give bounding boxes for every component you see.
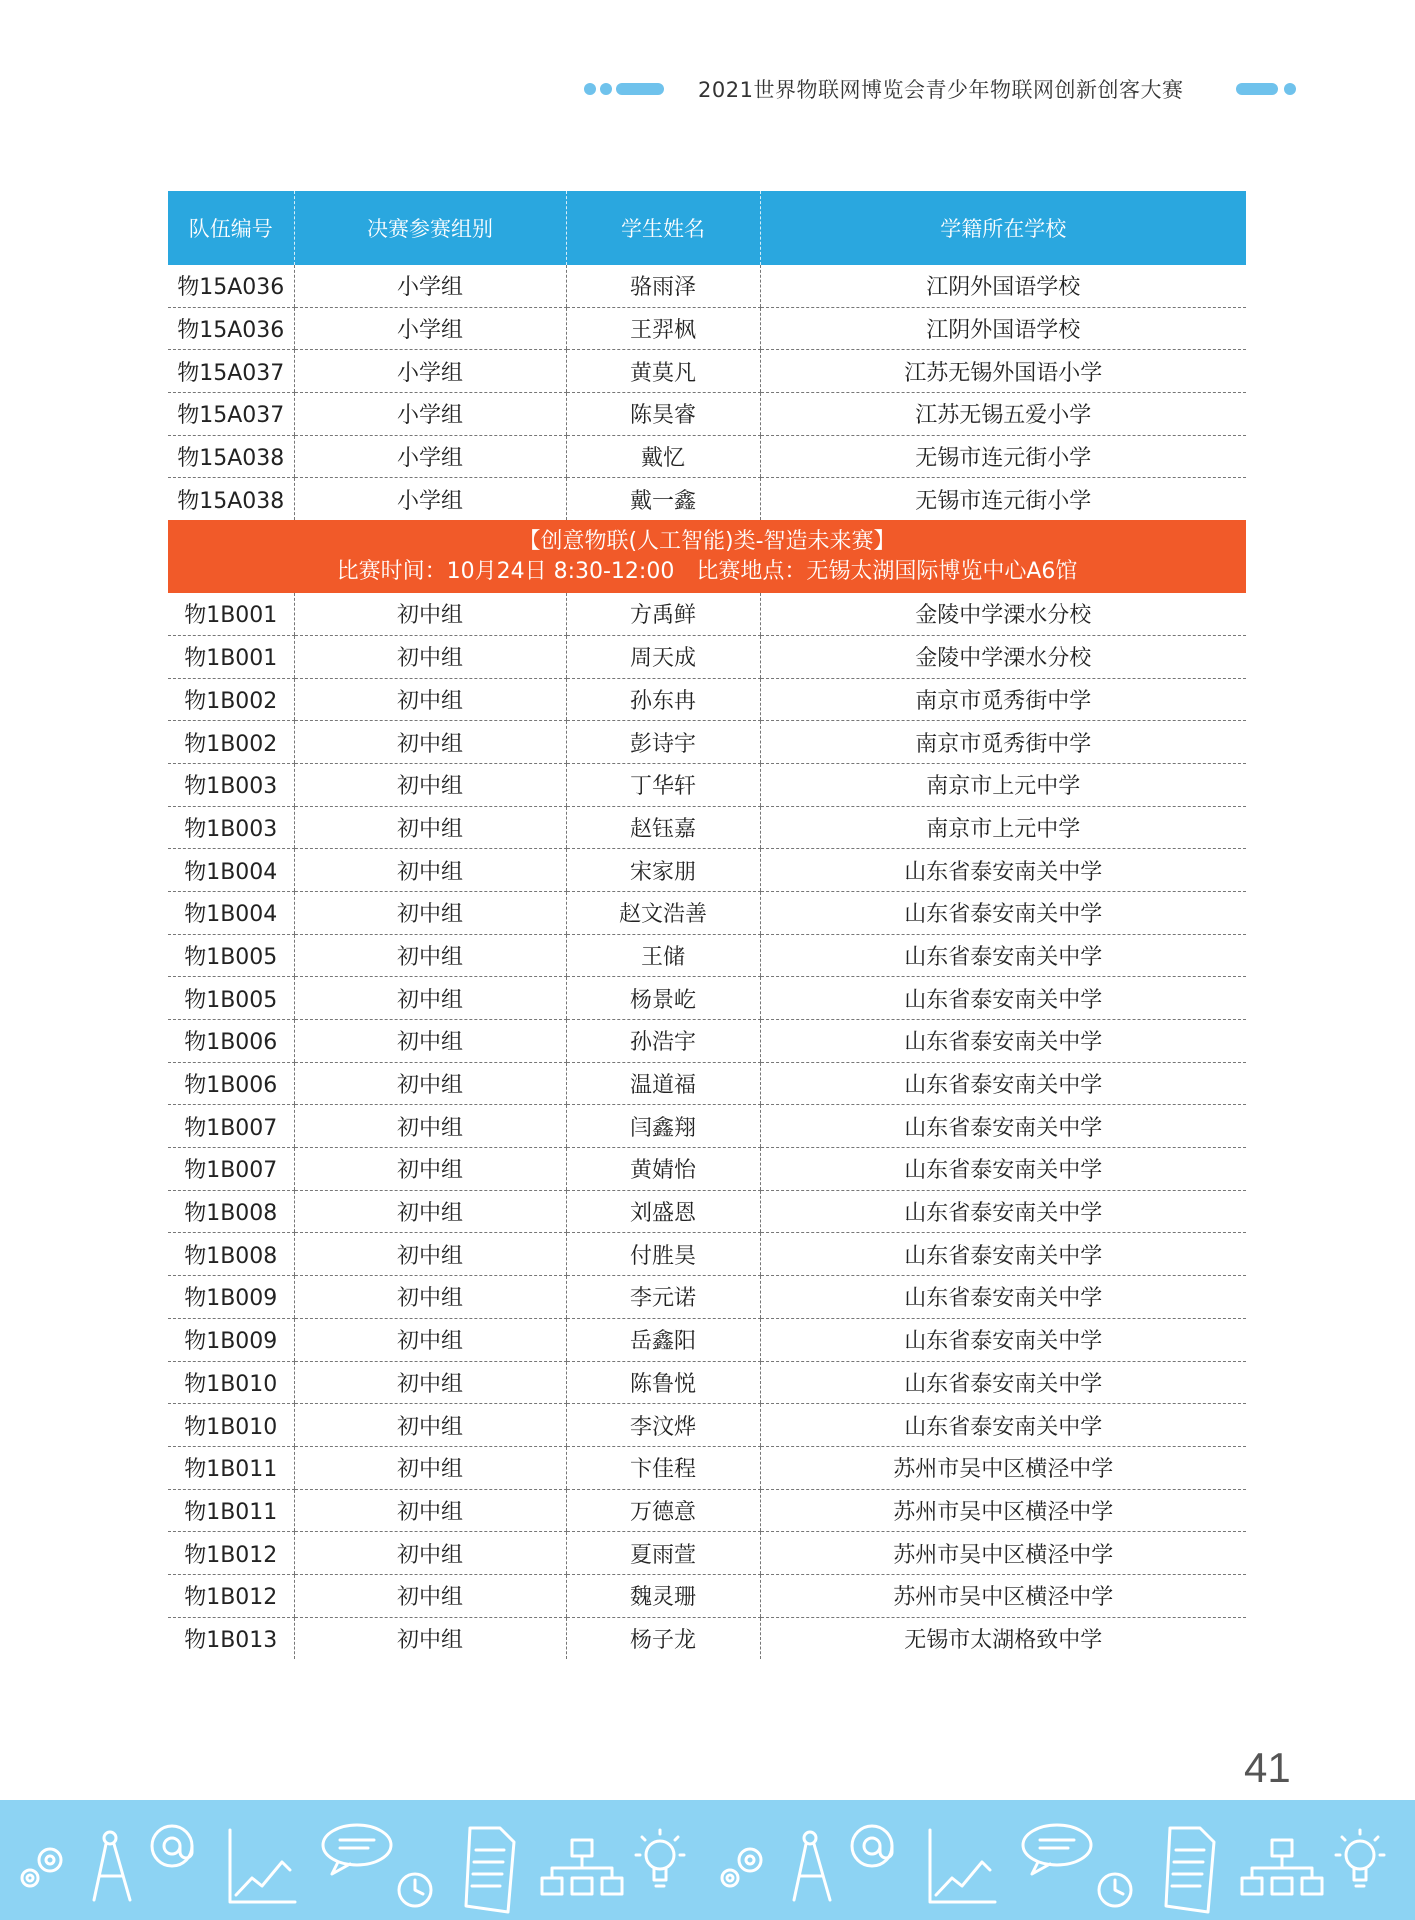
table-row (168, 307, 1246, 350)
header-decoration-right (1236, 83, 1296, 95)
table-row (168, 1532, 1246, 1575)
cell-group: 初中组 (294, 1105, 566, 1148)
cell-school: 无锡市连元街小学 (760, 478, 1246, 520)
cell-student-name: 魏灵珊 (566, 1574, 760, 1617)
table-row (168, 1233, 1246, 1276)
cell-school: 山东省泰安南关中学 (760, 1276, 1246, 1319)
cell-team-id: 物1B011 (168, 1446, 294, 1489)
cell-student-name: 杨子龙 (566, 1617, 760, 1659)
cell-group: 初中组 (294, 891, 566, 934)
cell-school: 山东省泰安南关中学 (760, 1105, 1246, 1148)
cell-student-name: 孙东冉 (566, 678, 760, 721)
cell-school: 山东省泰安南关中学 (760, 891, 1246, 934)
speech-bubble-icon (323, 1825, 391, 1874)
cell-team-id: 物1B001 (168, 635, 294, 678)
cell-group: 初中组 (294, 934, 566, 977)
cell-group: 初中组 (294, 1361, 566, 1404)
cell-student-name: 赵文浩善 (566, 891, 760, 934)
cell-student-name: 夏雨萱 (566, 1532, 760, 1575)
cell-team-id: 物1B006 (168, 1020, 294, 1063)
table-row (168, 721, 1246, 764)
column-header-group: 决赛参赛组别 (294, 191, 566, 265)
cell-school: 山东省泰安南关中学 (760, 849, 1246, 892)
cell-school: 苏州市吴中区横泾中学 (760, 1489, 1246, 1532)
cell-team-id: 物1B013 (184, 1627, 278, 1653)
cell-student-name: 万德意 (566, 1489, 760, 1532)
footer-banner (0, 1800, 1415, 1920)
cell-group: 初中组 (294, 721, 566, 764)
table-row (168, 891, 1246, 934)
table-row (168, 1105, 1246, 1148)
cell-team-id: 物1B007 (168, 1105, 294, 1148)
cell-student-name: 王羿枫 (566, 307, 760, 350)
cell-group: 初中组 (294, 1489, 566, 1532)
cell-team-id: 物1B010 (168, 1404, 294, 1447)
cell-student-name: 王储 (566, 934, 760, 977)
cell-school: 南京市上元中学 (760, 763, 1246, 806)
cell-group: 小学组 (294, 307, 566, 350)
cell-school: 江苏无锡外国语小学 (760, 350, 1246, 393)
cell-student-name: 丁华轩 (566, 763, 760, 806)
cell-school: 山东省泰安南关中学 (760, 934, 1246, 977)
section-banner (168, 520, 1246, 593)
table-row (168, 350, 1246, 393)
cell-school: 南京市觅秀街中学 (760, 678, 1246, 721)
cell-group: 初中组 (294, 763, 566, 806)
table-row (168, 1489, 1246, 1532)
document-icon (466, 1828, 514, 1912)
cell-student-name: 孙浩宇 (566, 1020, 760, 1063)
cell-student-name: 方禹鲜 (566, 593, 760, 635)
cell-team-id: 物1B008 (168, 1190, 294, 1233)
cell-team-id: 物1B007 (168, 1148, 294, 1191)
cell-school: 山东省泰安南关中学 (760, 1318, 1246, 1361)
line-chart-icon (230, 1830, 295, 1902)
cell-team-id: 物15A036 (168, 307, 294, 350)
cell-school: 江阴外国语学校 (760, 307, 1246, 350)
cell-team-id: 物15A038 (177, 488, 285, 514)
cell-student-name: 李元诺 (566, 1276, 760, 1319)
table-row (168, 1020, 1246, 1063)
column-header-school: 学籍所在学校 (760, 191, 1246, 265)
cell-team-id: 物1B002 (168, 678, 294, 721)
cell-team-id: 物1B004 (168, 891, 294, 934)
cell-school: 苏州市吴中区横泾中学 (760, 1574, 1246, 1617)
cell-team-id: 物1B005 (168, 977, 294, 1020)
cell-group: 小学组 (294, 393, 566, 436)
cell-team-id: 物1B009 (168, 1318, 294, 1361)
column-header-student-name: 学生姓名 (566, 191, 760, 265)
table-row (168, 635, 1246, 678)
cell-school: 山东省泰安南关中学 (760, 977, 1246, 1020)
table-row (168, 763, 1246, 806)
cell-student-name: 闫鑫翔 (566, 1105, 760, 1148)
cell-school: 山东省泰安南关中学 (760, 1148, 1246, 1191)
table-row (168, 806, 1246, 849)
compass-icon (94, 1832, 130, 1900)
section-banner-row (168, 520, 1246, 593)
cell-school: 苏州市吴中区横泾中学 (760, 1446, 1246, 1489)
cell-group: 初中组 (294, 806, 566, 849)
cell-school: 江阴外国语学校 (760, 265, 1246, 307)
cell-school: 金陵中学溧水分校 (760, 593, 1246, 635)
cell-team-id: 物1B005 (168, 934, 294, 977)
gear-icon (22, 1849, 61, 1886)
table-row (168, 934, 1246, 977)
cell-student-name: 黄莫凡 (566, 350, 760, 393)
cell-school: 山东省泰安南关中学 (760, 1361, 1246, 1404)
cell-student-name: 陈鲁悦 (566, 1361, 760, 1404)
cell-group: 初中组 (294, 678, 566, 721)
cell-school: 南京市上元中学 (760, 806, 1246, 849)
cell-student-name: 骆雨泽 (566, 265, 760, 307)
table-row (168, 1574, 1246, 1617)
cell-student-name: 付胜昊 (566, 1233, 760, 1276)
column-header-team-id: 队伍编号 (168, 191, 294, 265)
cell-group: 小学组 (294, 478, 566, 520)
cell-team-id: 物1B003 (168, 763, 294, 806)
cell-school: 无锡市连元街小学 (760, 435, 1246, 478)
cell-group: 初中组 (294, 635, 566, 678)
cell-student-name: 彭诗宇 (566, 721, 760, 764)
cell-school: 山东省泰安南关中学 (760, 1190, 1246, 1233)
cell-student-name: 宋家朋 (566, 849, 760, 892)
cell-team-id: 物1B004 (168, 849, 294, 892)
cell-team-id: 物1B001 (168, 593, 294, 635)
cell-team-id: 物1B006 (168, 1062, 294, 1105)
cell-group: 初中组 (294, 1062, 566, 1105)
table-row (168, 435, 1246, 478)
cell-student-name: 周天成 (566, 635, 760, 678)
cell-group: 小学组 (294, 350, 566, 393)
cell-group: 初中组 (294, 1020, 566, 1063)
cell-school: 苏州市吴中区横泾中学 (760, 1532, 1246, 1575)
cell-group: 初中组 (294, 1574, 566, 1617)
table-row (168, 1318, 1246, 1361)
cell-school: 南京市觅秀街中学 (760, 721, 1246, 764)
cell-student-name: 陈昊睿 (566, 393, 760, 436)
cell-group: 初中组 (294, 1617, 566, 1659)
cell-team-id: 物1B002 (168, 721, 294, 764)
cell-student-name: 温道福 (566, 1062, 760, 1105)
banner-time-location: 比赛时间：10月24日 8:30-12:00 比赛地点：无锡太湖国际博览中心A6馆 (336, 558, 1078, 584)
cell-team-id: 物1B011 (168, 1489, 294, 1532)
participant-table (168, 191, 1246, 1659)
cell-school: 无锡市太湖格致中学 (760, 1617, 1246, 1659)
cell-school: 江苏无锡五爱小学 (760, 393, 1246, 436)
at-sign-icon (152, 1826, 192, 1866)
lightbulb-icon (636, 1830, 684, 1886)
page-number: 41 (1244, 1744, 1291, 1791)
cell-team-id: 物1B012 (168, 1532, 294, 1575)
cell-group: 初中组 (294, 1404, 566, 1447)
cell-group: 初中组 (294, 1148, 566, 1191)
header-title: 2021世界物联网博览会青少年物联网创新创客大赛 (698, 78, 1184, 102)
table-row (168, 849, 1246, 892)
cell-student-name: 卞佳程 (566, 1446, 760, 1489)
table-row (168, 678, 1246, 721)
cell-group: 初中组 (294, 1318, 566, 1361)
cell-student-name: 戴忆 (566, 435, 760, 478)
cell-group: 初中组 (294, 1233, 566, 1276)
cell-student-name: 戴一鑫 (566, 478, 760, 520)
cell-school: 金陵中学溧水分校 (760, 635, 1246, 678)
cell-school: 山东省泰安南关中学 (760, 1233, 1246, 1276)
table-row (168, 265, 1246, 307)
cell-student-name: 李汶烨 (566, 1404, 760, 1447)
table-row (168, 1446, 1246, 1489)
cell-team-id: 物15A036 (168, 265, 294, 307)
cell-team-id: 物1B008 (168, 1233, 294, 1276)
cell-team-id: 物15A037 (168, 393, 294, 436)
table-row (168, 1190, 1246, 1233)
cell-school: 山东省泰安南关中学 (760, 1020, 1246, 1063)
cell-team-id: 物15A037 (168, 350, 294, 393)
flowchart-icon (542, 1840, 622, 1894)
cell-student-name: 黄婧怡 (566, 1148, 760, 1191)
table-row (168, 478, 1246, 520)
cell-group: 初中组 (294, 1446, 566, 1489)
cell-team-id: 物15A038 (168, 435, 294, 478)
table-row (168, 977, 1246, 1020)
table-row (168, 1276, 1246, 1319)
cell-group: 初中组 (294, 977, 566, 1020)
cell-team-id: 物1B009 (168, 1276, 294, 1319)
header-decoration-left (584, 83, 664, 95)
cell-group: 初中组 (294, 1190, 566, 1233)
table-row (168, 1361, 1246, 1404)
table-row (168, 1617, 1246, 1659)
cell-group: 初中组 (294, 849, 566, 892)
cell-student-name: 赵钰嘉 (566, 806, 760, 849)
table-row (168, 1404, 1246, 1447)
page-header (0, 70, 1415, 110)
cell-group: 初中组 (294, 593, 566, 635)
table-row (168, 593, 1246, 635)
cell-group: 初中组 (294, 1532, 566, 1575)
cell-team-id: 物1B012 (168, 1574, 294, 1617)
cell-team-id: 物1B010 (168, 1361, 294, 1404)
table-header-row (168, 191, 1246, 265)
cell-student-name: 岳鑫阳 (566, 1318, 760, 1361)
cell-school: 山东省泰安南关中学 (760, 1062, 1246, 1105)
cell-group: 小学组 (294, 265, 566, 307)
cell-team-id: 物1B003 (168, 806, 294, 849)
cell-group: 初中组 (294, 1276, 566, 1319)
clock-icon (399, 1874, 431, 1906)
table-row (168, 1062, 1246, 1105)
banner-title: 【创意物联(人工智能)类-智造未来赛】 (518, 528, 896, 554)
cell-group: 小学组 (294, 435, 566, 478)
cell-school: 山东省泰安南关中学 (760, 1404, 1246, 1447)
cell-student-name: 刘盛恩 (566, 1190, 760, 1233)
cell-student-name: 杨景屹 (566, 977, 760, 1020)
table-row (168, 1148, 1246, 1191)
table-row (168, 393, 1246, 436)
